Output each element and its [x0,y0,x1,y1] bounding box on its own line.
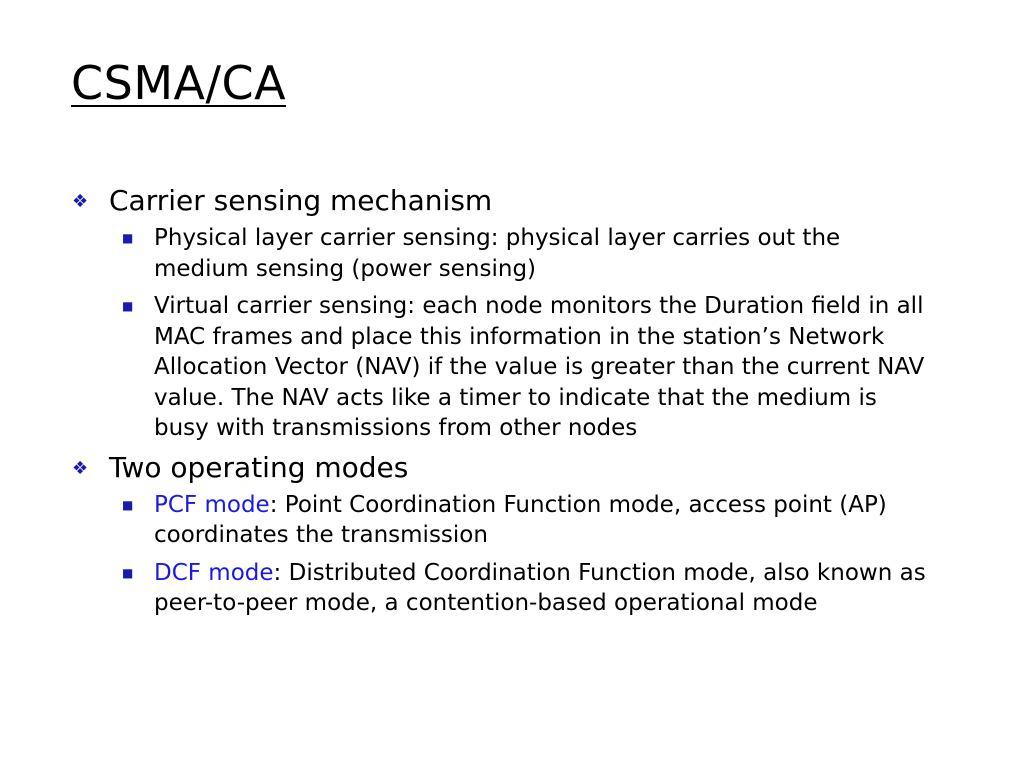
bullet-level2-virtual-sensing [72,291,932,444]
sub-bullet-list [72,490,932,619]
square-bullet-icon: ■ [122,231,134,245]
bullet-level1-carrier-sensing [72,184,932,217]
bullet-level1-text: Carrier sensing mechanism [109,184,493,217]
square-bullet-icon: ■ [122,565,134,580]
bullet-level2-pcf-mode [72,490,932,551]
bullet-level1-operating-modes [72,451,932,484]
slide-content [72,184,932,626]
square-bullet-icon: ■ [122,299,134,313]
bullet-level2-text: : Distributed Coordination Function mode, also known as peer-to-peer mode, a contention-based operational mode [154,559,926,616]
bullet-level2-dcf-mode [72,558,932,619]
bullet-level2-physical-sensing [72,223,932,284]
slide-title: CSMA/CA [71,56,287,110]
diamond-star-icon: ❖ [72,457,89,479]
sub-bullet-list [72,223,932,444]
bullet-level1-text: Two operating modes [109,450,409,484]
pcf-mode-highlight: PCF mode [154,491,270,518]
dcf-mode-highlight: DCF mode [154,559,274,586]
bullet-level2-text: : Point Coordination Function mode, access point (AP) coordinates the transmission [154,491,887,548]
bullet-level2-text: Virtual carrier sensing: each node monitors the Duration field in all MAC frames and place this information in the station’s Network Allocation Vector (NAV) if the value is greater than the current NAV value. The NAV acts like a timer to indicate that the medium is busy with transmissions from other nodes [154,293,925,441]
bullet-level2-text: Physical layer carrier sensing: physical layer carries out the medium sensing (power sensing) [154,225,841,282]
diamond-star-icon: ❖ [72,191,89,212]
square-bullet-icon: ■ [122,497,134,512]
